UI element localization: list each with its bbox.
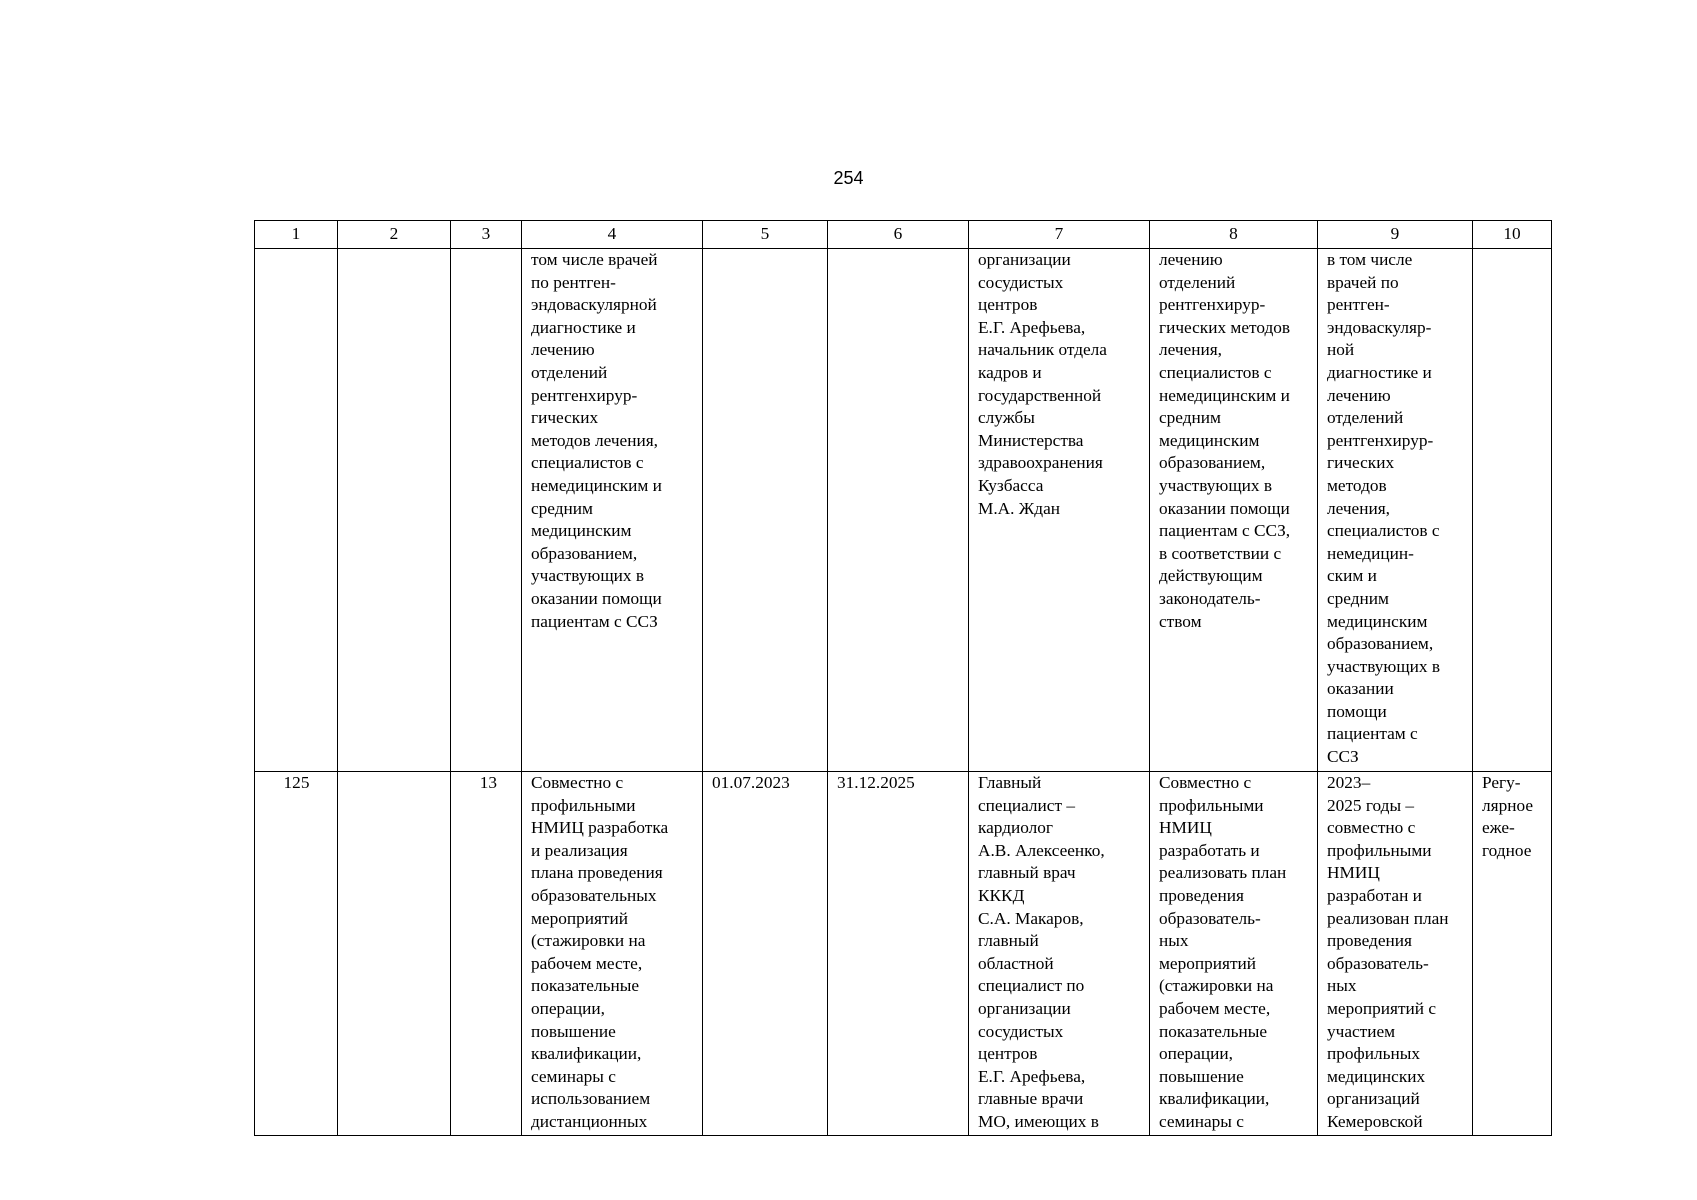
cell-responsible: Главный специалист – кардиолог А.В. Алексеенко, главный врач КККД С.А. Макаров, главный областной специалист по организации сосудистых центров Е.Г. Арефьева, главные врачи МО, имеющих в [969, 772, 1150, 1136]
cell-responsible: организации сосудистых центров Е.Г. Арефьева, начальник отдела кадров и государственной службы Министерства здравоохранения Кузбасса М.А. Ждан [969, 249, 1150, 772]
header-col-7: 7 [969, 221, 1150, 249]
plan-table [254, 220, 1552, 1136]
cell-col-2 [338, 249, 451, 772]
table-row [255, 249, 1552, 772]
header-col-6: 6 [828, 221, 969, 249]
header-col-3: 3 [451, 221, 522, 249]
header-col-1: 1 [255, 221, 338, 249]
header-row [255, 221, 1552, 249]
cell-result: в том числе врачей по рентген- эндоваскуляр- ной диагностике и лечению отделений рентгенхирур- гических методов лечения, специалистов с немедицин- ским и средним медицинским образованием, участвующих в оказании помощи пациентам с ССЗ [1318, 249, 1473, 772]
cell-end-date: 31.12.2025 [828, 772, 969, 1136]
header-col-5: 5 [703, 221, 828, 249]
cell-event-description: Совместно с профильными НМИЦ разработка и реализация плана проведения образовательных мероприятий (стажировки на рабочем месте, показательные операции, повышение квалификации, семинары с использованием дистанционных [522, 772, 703, 1136]
page-number: 254 [833, 168, 864, 188]
cell-start-date: 01.07.2023 [703, 772, 828, 1136]
cell-row-number [255, 249, 338, 772]
cell-event-description: том числе врачей по рентген- эндоваскулярной диагностике и лечению отделений рентгенхирур- гических методов лечения, специалистов с немедицинским и средним медицинским образованием, участвующих в оказании помощи пациентам с ССЗ [522, 249, 703, 772]
cell-col-2 [338, 772, 451, 1136]
header-col-2: 2 [338, 221, 451, 249]
cell-characteristic: Совместно с профильными НМИЦ разработать и реализовать план проведения образователь- ных мероприятий (стажировки на рабочем месте, показательные операции, повышение квалификации, семинары с [1150, 772, 1318, 1136]
cell-row-number: 125 [255, 772, 338, 1136]
cell-characteristic: лечению отделений рентгенхирур- гических методов лечения, специалистов с немедицинским и средним медицинским образованием, участвующих в оказании помощи пациентам с ССЗ, в соответствии с действующим законодатель- ством [1150, 249, 1318, 772]
cell-result: 2023– 2025 годы – совместно с профильными НМИЦ разработан и реализован план проведения образователь- ных мероприятий с участием профильных медицинских организаций Кемеровской [1318, 772, 1473, 1136]
cell-frequency [1473, 249, 1552, 772]
cell-col-3: 13 [451, 772, 522, 1136]
header-col-4: 4 [522, 221, 703, 249]
table-row [255, 772, 1552, 1136]
header-col-10: 10 [1473, 221, 1552, 249]
header-col-9: 9 [1318, 221, 1473, 249]
cell-start-date [703, 249, 828, 772]
cell-end-date [828, 249, 969, 772]
cell-frequency: Регу- лярное еже- годное [1473, 772, 1552, 1136]
cell-col-3 [451, 249, 522, 772]
header-col-8: 8 [1150, 221, 1318, 249]
